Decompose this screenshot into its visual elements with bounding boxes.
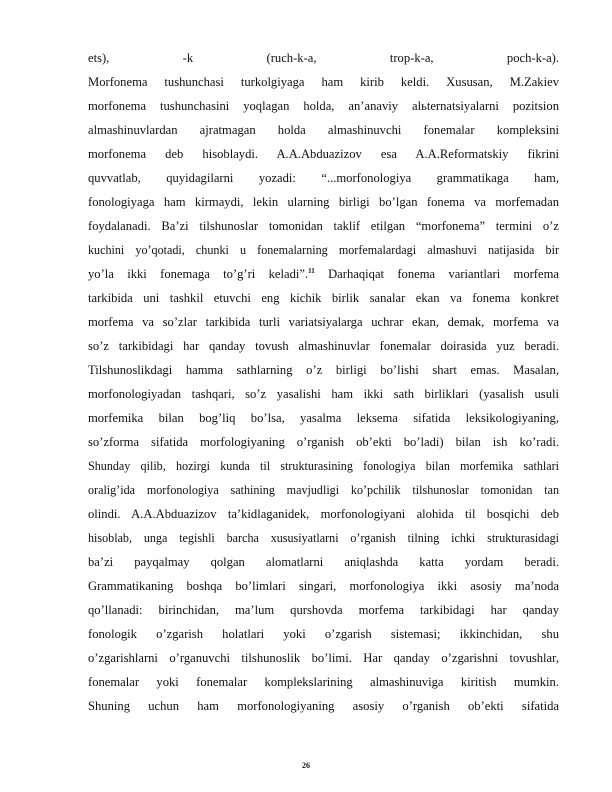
- text-line: hisoblab, unga tegishli barcha xususiyatlarni o’rganish tilning ichki strukturasidagi: [88, 531, 559, 545]
- text-line: almashinuvlardan ajratmagan holda almashinuvchi fonemalar kompleksini: [88, 123, 559, 137]
- text-line: so’zforma sifatida morfologiyaning o’rganish ob’ekti bo’ladi) bilan ish ko’radi.: [88, 435, 559, 449]
- text-line: tarkibida uni tashkil etuvchi eng kichik birlik sanalar ekan va fonema konkret: [88, 291, 559, 305]
- text-line: morfonema tushunchasini yoqlagan holda, an’anaviy alьternatsiyalarni pozitsion: [88, 99, 559, 113]
- text-line: Tilshunoslikdagi hamma sathlarning o’z birligi bo’lishi shart emas. Masalan,: [88, 363, 559, 377]
- text-line: morfemika bilan bog’liq bo’lsa, yasalma leksema sifatida leksikologiyaning,: [88, 411, 559, 425]
- text-line: quvvatlab, quyidagilarni yozadi: “...morfonologiya grammatikaga ham,: [88, 171, 559, 185]
- text-segment: yo’la ikki fonemaga to’g’ri keladi”.: [88, 267, 309, 281]
- text-line-with-footnote: [88, 262, 559, 286]
- text-line: fonologiyaga ham kirmaydi, lekin ularning birligi bo’lgan fonema va morfemadan: [88, 195, 559, 209]
- text-line: o’zgarishlarni o’rganuvchi tilshunoslik bo’limi. Har qanday o’zgarishni tovushlar,: [88, 651, 559, 665]
- text-line: ba’zi payqalmay qolgan alomatlarni aniqlashda katta yordam beradi.: [88, 555, 559, 569]
- text-line: qo’llanadi: birinchidan, ma’lum qurshovda morfema tarkibidagi har qanday: [88, 603, 559, 617]
- text-line: morfema va so’zlar tarkibida turli variatsiyalarga uchrar ekan, demak, morfema va: [88, 315, 559, 329]
- text-segment: Darhaqiqat fonema variantlari morfema: [314, 267, 559, 281]
- text-line: ets), -k (ruch-k-a, trop-k-a, poch-k-a).: [88, 51, 559, 65]
- footnote-reference[interactable]: 11: [308, 267, 315, 275]
- document-page: [88, 46, 559, 718]
- text-line: olindi. A.A.Abduazizov ta’kidlaganidek, morfonologiyani alohida til bosqichi deb: [88, 507, 559, 521]
- text-line: kuchini yo’qotadi, chunki u fonemalarning morfemalardagi almashuvi natijasida bir: [88, 243, 559, 257]
- text-line: Grammatikaning boshqa bo’limlari singari, morfonologiya ikki asosiy ma’noda: [88, 579, 559, 593]
- text-line: morfonema deb hisoblaydi. A.A.Abduazizov esa A.A.Reformatskiy fikrini: [88, 147, 559, 161]
- text-line: Morfonema tushunchasi turkolgiyaga ham kirib keldi. Xususan, M.Zakiev: [88, 75, 559, 89]
- text-line: Shunday qilib, hozirgi kunda til strukturasining fonologiya bilan morfemika sathlari: [88, 459, 559, 473]
- page-number: 26: [302, 761, 310, 770]
- text-line: foydalanadi. Ba’zi tilshunoslar tomonidan taklif etilgan “morfonema” termini o’z: [88, 219, 559, 233]
- text-line: Shuning uchun ham morfonologiyaning asosiy o’rganish ob’ekti sifatida: [88, 699, 559, 713]
- text-line: morfonologiyadan tashqari, so’z yasalishi ham ikki sath birliklari (yasalish usuli: [88, 387, 559, 401]
- text-line: so’z tarkibidagi har qanday tovush almashinuvlar fonemalar doirasida yuz beradi.: [88, 339, 559, 353]
- text-line: fonemalar yoki fonemalar komplekslarining almashinuviga kiritish mumkin.: [88, 675, 559, 689]
- text-line: oralig’ida morfonologiya sathining mavjudligi ko’pchilik tilshunoslar tomonidan tan: [88, 483, 559, 497]
- text-line: fonologik o’zgarish holatlari yoki o’zgarish sistemasi; ikkinchidan, shu: [88, 627, 559, 641]
